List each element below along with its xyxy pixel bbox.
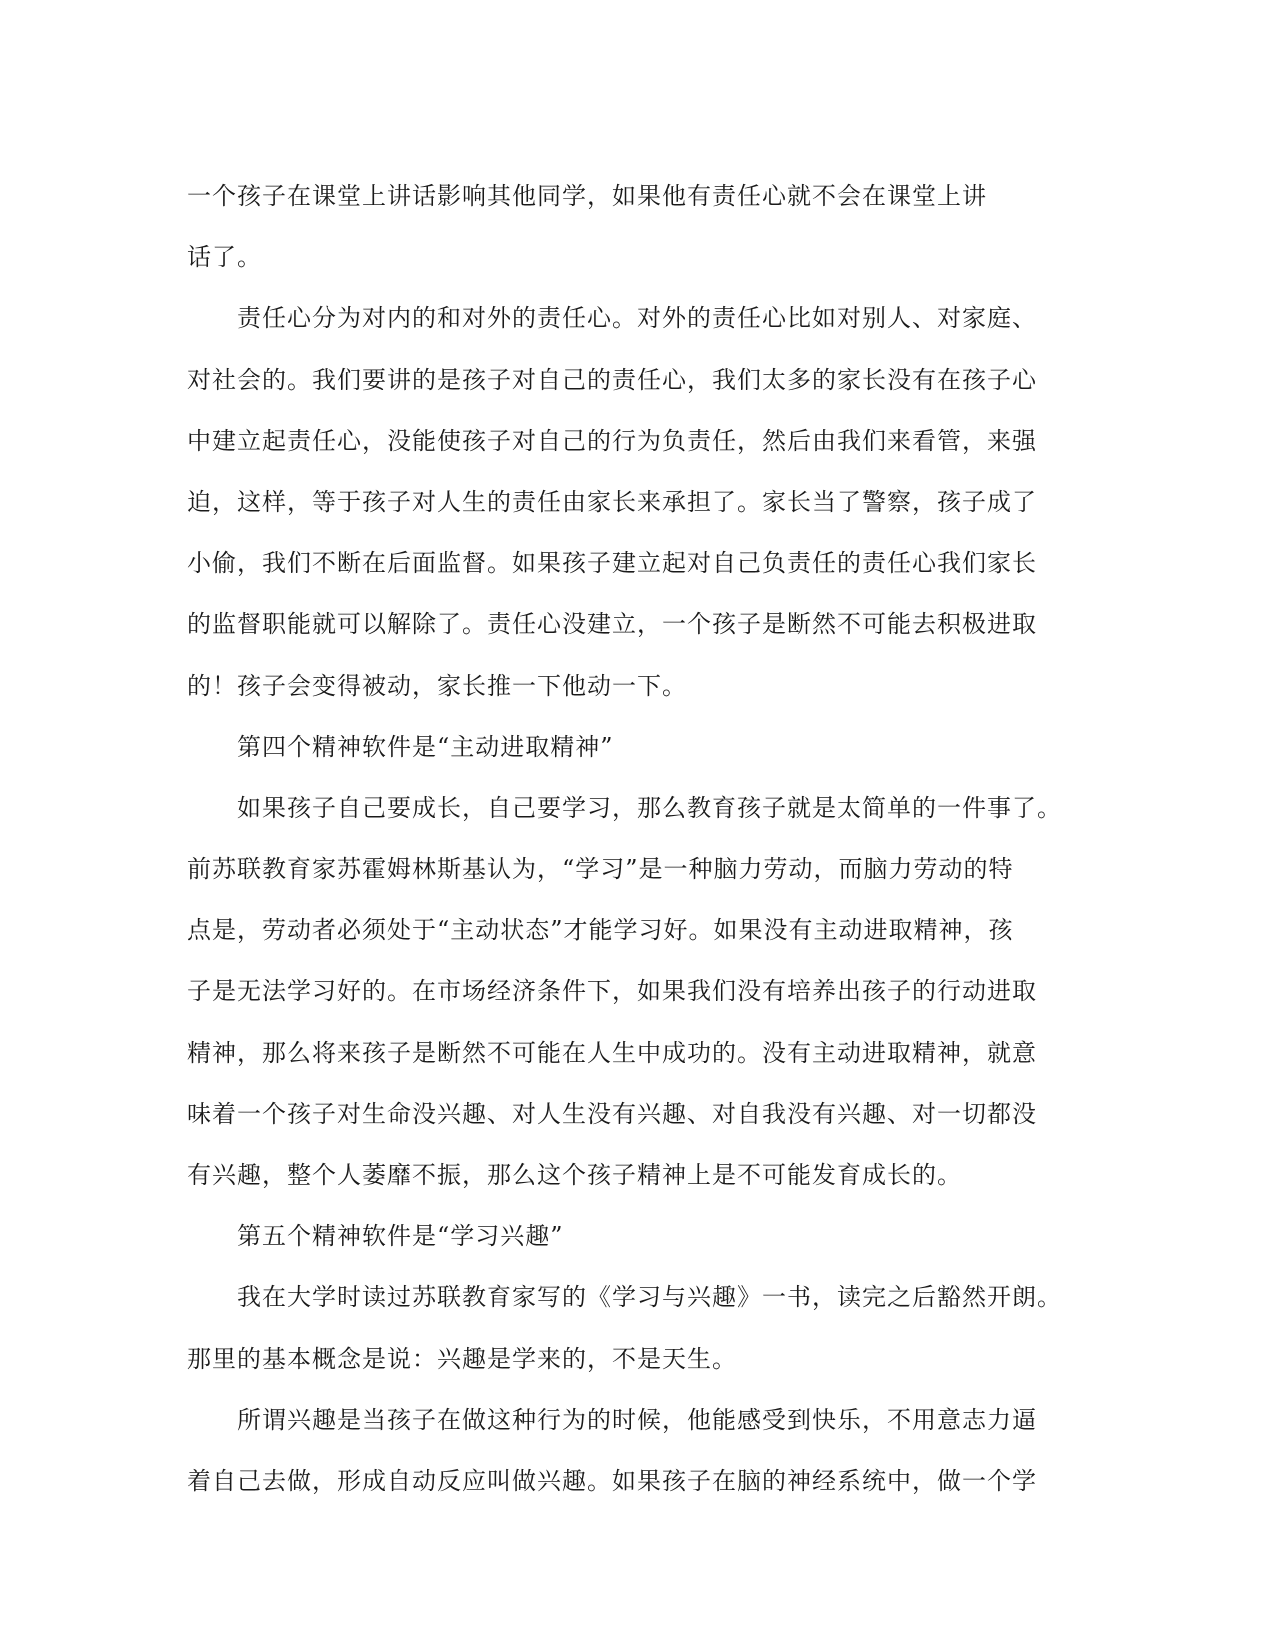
text-line: 有兴趣，整个人萎靡不振，那么这个孩子精神上是不可能发育成长的。	[187, 1161, 962, 1189]
text-line: 那里的基本概念是说：兴趣是学来的，不是天生。	[187, 1344, 737, 1373]
text-line: 如果孩子自己要成长，自己要学习，那么教育孩子就是太简单的一件事了。	[237, 793, 1062, 822]
text-line: 子是无法学习好的。在市场经济条件下，如果我们没有培养出孩子的行动进取	[187, 977, 1037, 1006]
text-line: 着自己去做，形成自动反应叫做兴趣。如果孩子在脑的神经系统中，做一个学	[187, 1466, 1037, 1495]
text-line: 前苏联教育家苏霍姆林斯基认为，“学习”是一种脑力劳动，而脑力劳动的特	[187, 855, 1014, 884]
text-line: 小偷，我们不断在后面监督。如果孩子建立起对自己负责任的责任心我们家长	[187, 549, 1037, 578]
text-line: 中建立起责任心，没能使孩子对自己的行为负责任，然后由我们来看管，来强	[187, 426, 1037, 455]
text-line: 精神，那么将来孩子是断然不可能在人生中成功的。没有主动进取精神，就意	[187, 1038, 1037, 1067]
section-heading: 第四个精神软件是“主动进取精神”	[237, 732, 614, 761]
text-line: 话了。	[187, 243, 262, 272]
text-line: 一个孩子在课堂上讲话影响其他同学，如果他有责任心就不会在课堂上讲	[187, 182, 987, 210]
text-line: 的！孩子会变得被动，家长推一下他动一下。	[187, 671, 687, 700]
text-line: 责任心分为对内的和对外的责任心。对外的责任心比如对别人、对家庭、	[237, 304, 1037, 333]
text-line: 点是，劳动者必须处于“主动状态”才能学习好。如果没有主动进取精神，孩	[187, 916, 1014, 945]
text-line: 所谓兴趣是当孩子在做这种行为的时候，他能感受到快乐，不用意志力逼	[237, 1405, 1037, 1434]
text-line: 我在大学时读过苏联教育家写的《学习与兴趣》一书，读完之后豁然开朗。	[237, 1283, 1062, 1312]
text-line: 迫，这样，等于孩子对人生的责任由家长来承担了。家长当了警察，孩子成了	[187, 487, 1037, 516]
text-line: 的监督职能就可以解除了。责任心没建立，一个孩子是断然不可能去积极进取	[187, 610, 1037, 639]
section-heading: 第五个精神软件是“学习兴趣”	[237, 1222, 564, 1251]
text-line: 对社会的。我们要讲的是孩子对自己的责任心，我们太多的家长没有在孩子心	[187, 365, 1037, 394]
document-body	[187, 166, 1067, 1512]
text-line: 味着一个孩子对生命没兴趣、对人生没有兴趣、对自我没有兴趣、对一切都没	[187, 1099, 1037, 1128]
